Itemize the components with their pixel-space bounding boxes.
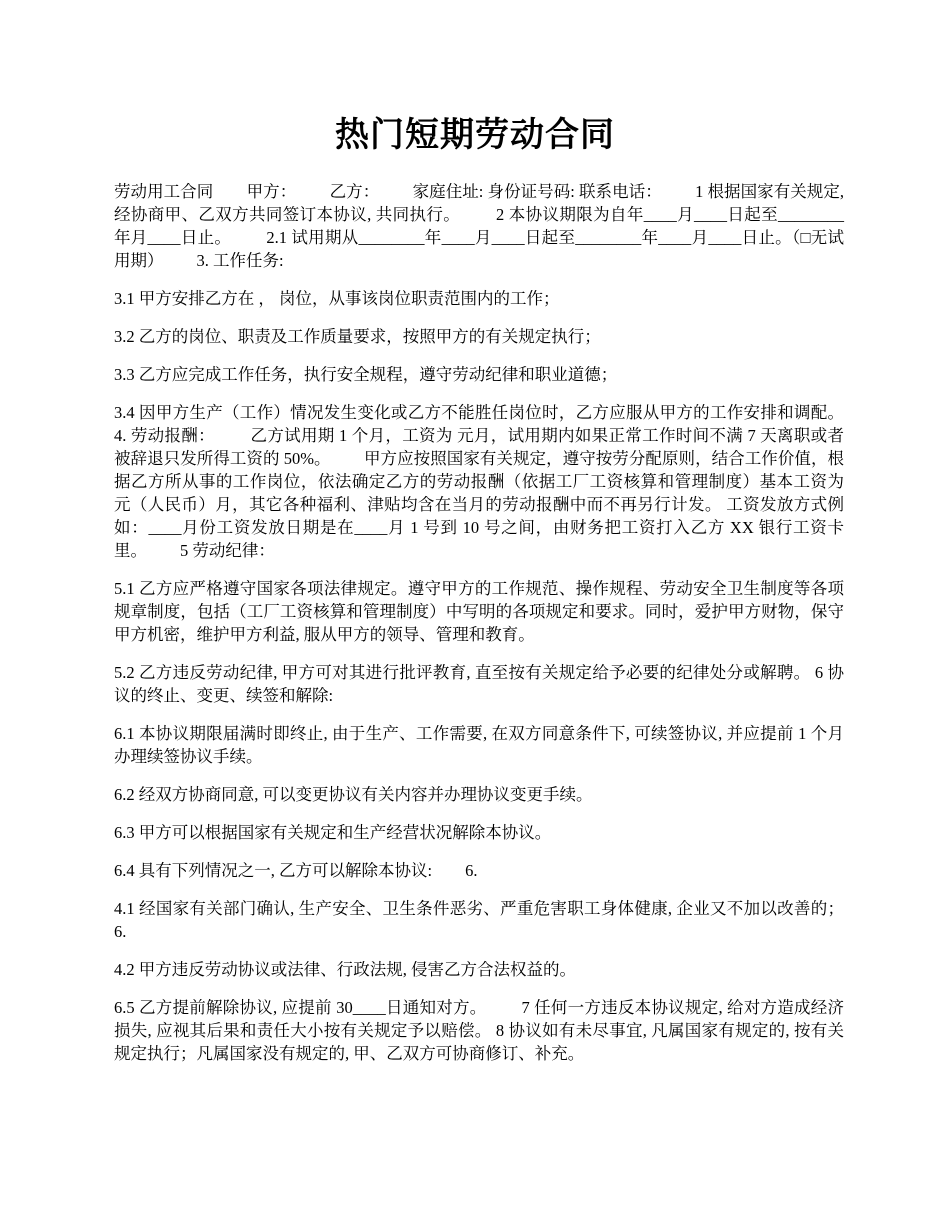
document-body bbox=[114, 180, 878, 1080]
paragraph-6-1: 6.1 本协议期限届满时即终止, 由于生产、工作需要, 在双方同意条件下, 可续签协议, 并应提前 1 个月办理续签协议手续。 bbox=[114, 724, 844, 766]
paragraph-3-2: 3.2 乙方的岗位、职责及工作质量要求，按照甲方的有关规定执行； bbox=[114, 327, 601, 346]
paragraph-intro: 劳动用工合同 甲方： 乙方： 家庭住址: 身份证号码: 联系电话： 1 根据国家有关规定, 经协商甲、乙双方共同签订本协议, 共同执行。 2 本协议期限为自年____月____日起至________年月____日止。 2.1 试用期从________年____月____日起至________年____月____日止。（□无试用期） 3. 工作任务: bbox=[114, 182, 849, 270]
paragraph-4-1: 4.1 经国家有关部门确认, 生产安全、卫生条件恶劣、严重危害职工身体健康, 企业又不加以改善的； 6. bbox=[114, 899, 878, 941]
paragraph-3-3: 3.3 乙方应完成工作任务，执行安全规程，遵守劳动纪律和职业道德； bbox=[114, 365, 618, 384]
paragraph-3-4: 3.4 因甲方生产（工作）情况发生变化或乙方不能胜任岗位时，乙方应服从甲方的工作安排和调配。 4. 劳动报酬： 乙方试用期 1 个月，工资为 元月，试用期内如果正常工作时间不满 7 天离职或者被辞退只发所得工资的 50%。 甲方应按照国家有关规定，遵守按劳分配原则，结合工作价值，根据乙方所从事的工作岗位，依法确定乙方的劳动报酬（依据工厂工资核算和管理制度）基本工资为 元（人民币）月，其它各种福利、津贴均含在当月的劳动报酬中而不再另行计发。 工资发放方式例如：____月份工资发放日期是在____月 1 号到 10 号之间，由财务把工资打入乙方 XX 银行工资卡里。 5 劳动纪律： bbox=[114, 403, 877, 560]
document-title: 热门短期劳动合同 bbox=[335, 117, 615, 154]
paragraph-5-1: 5.1 乙方应严格遵守国家各项法律规定。遵守甲方的工作规范、操作规程、劳动安全卫生制度等各项规章制度，包括（工厂工资核算和管理制度）中写明的各项规定和要求。同时，爱护甲方财物，保守甲方机密，维护甲方利益, 服从甲方的领导、管理和教育。 bbox=[114, 579, 844, 644]
paragraph-6-5: 6.5 乙方提前解除协议, 应提前 30____日通知对方。 7 任何一方违反本协议规定, 给对方造成经济损失, 应视其后果和责任大小按有关规定予以赔偿。 8 协议如有未尽事宜, 凡属国家有规定的, 按有关规定执行；凡属国家没有规定的, 甲、乙双方可协商修订、补充。 bbox=[114, 998, 844, 1063]
paragraph-3-1: 3.1 甲方安排乙方在 ， 岗位，从事该岗位职责范围内的工作； bbox=[114, 289, 560, 308]
paragraph-5-2: 5.2 乙方违反劳动纪律, 甲方可对其进行批评教育, 直至按有关规定给予必要的纪律处分或解聘。 6 协议的终止、变更、续签和解除: bbox=[114, 663, 844, 705]
paragraph-6-4: 6.4 具有下列情况之一, 乙方可以解除本协议: 6. bbox=[114, 861, 478, 880]
paragraph-6-2: 6.2 经双方协商同意, 可以变更协议有关内容并办理协议变更手续。 bbox=[114, 785, 593, 804]
paragraph-4-2: 4.2 甲方违反劳动协议或法律、行政法规, 侵害乙方合法权益的。 bbox=[114, 960, 576, 979]
paragraph-6-3: 6.3 甲方可以根据国家有关规定和生产经营状况解除本协议。 bbox=[114, 823, 552, 842]
